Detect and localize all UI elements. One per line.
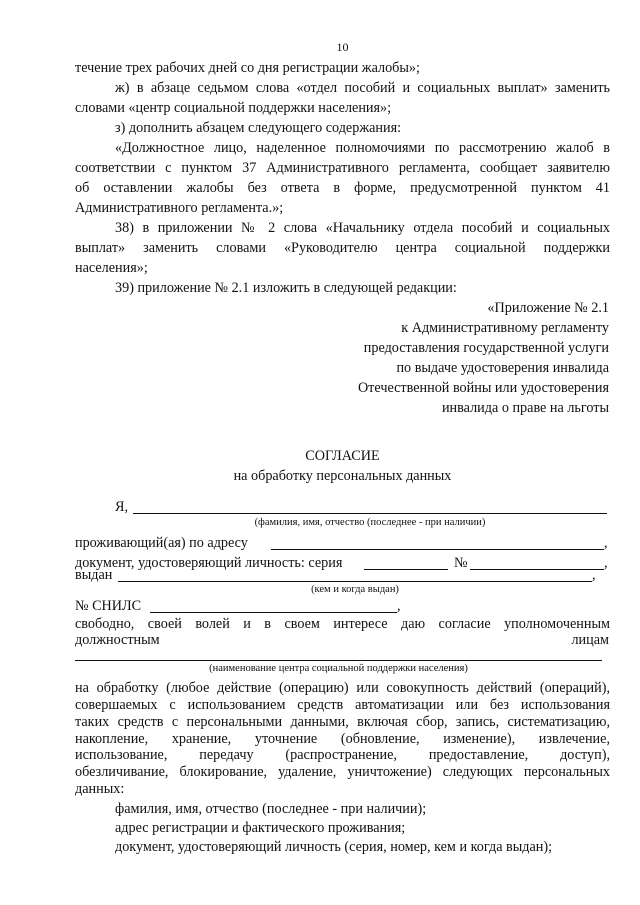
address-label: проживающий(ая) по адресу [75,535,248,551]
appendix-header-line: по выдаче удостоверения инвалида [396,360,609,376]
processing-line: данных: [75,781,125,797]
consent-line-left: должностным [75,632,160,648]
body-line: словами «центр социальной поддержки населения»; [75,100,392,116]
processing-line: таких средств с персональными данными, включая сбор, запись, систематизацию, [75,714,610,730]
processing-line: обезличивание, блокирование, удаление, уничтожение) следующих персональных [75,764,610,780]
appendix-header-line: к Административному регламенту [401,320,609,336]
body-line: выплат» заменить словами «Руководителю центра социальной поддержки [75,240,610,256]
body-line: 39) приложение № 2.1 изложить в следующей редакции: [115,280,457,296]
body-line: населения»; [75,260,148,276]
document-label: документ, удостоверяющий личность: серия [75,555,343,571]
i-label: Я, [115,499,129,515]
issued-field-line[interactable] [118,581,592,582]
body-line: 38) в приложении № 2 слова «Начальнику отдела пособий и социальных [115,220,610,236]
appendix-header-line: предоставления государственной услуги [363,340,609,356]
snils-label: № СНИЛС [75,598,142,614]
snils-field-line[interactable] [150,612,397,613]
appendix-header-line: инвалида о праве на льготы [441,400,609,416]
data-item: фамилия, имя, отчество (последнее - при наличии); [115,801,427,817]
body-line: об оставлении жалобы без ответа в форме, предусмотренной пунктом 41 [75,180,610,196]
body-line: ж) в абзаце седьмом слова «отдел пособий и социальных выплат» заменить [115,80,610,96]
number-field-line[interactable] [470,569,604,570]
processing-line: использование, передачу (распространение, предоставление, доступ), [75,747,610,763]
consent-line-right: лицам [571,632,609,648]
consent-subtitle: на обработку персональных данных [233,468,452,484]
center-caption: (наименование центра социальной поддержки населения) [209,663,468,674]
issued-label: выдан [75,567,113,583]
number-label: № [454,555,468,571]
data-item: адрес регистрации и фактического проживания; [115,820,406,836]
processing-line: на обработку (любое действие (операцию) или совокупность действий (операций), [75,680,610,696]
body-line: течение трех рабочих дней со дня регистрации жалобы»; [75,60,420,76]
processing-line: накопление, хранение, уточнение (обновление, изменение), извлечение, [75,731,610,747]
appendix-header-line: «Приложение № 2.1 [487,300,609,316]
address-field-line[interactable] [271,549,604,550]
comma: , [397,598,401,614]
center-name-field-line[interactable] [75,660,602,661]
fio-caption: (фамилия, имя, отчество (последнее - при наличии) [254,517,486,528]
consent-line: свободно, своей волей и в своем интересе даю согласие уполномоченным [75,616,610,632]
series-field-line[interactable] [364,569,448,570]
body-line: соответствии с пунктом 37 Административного регламента, сообщает заявителю [75,160,610,176]
processing-line: совершаемых с использованием средств автоматизации или без использования [75,697,610,713]
issued-caption: (кем и когда выдан) [311,584,399,595]
body-line: Административного регламента.»; [75,200,284,216]
body-line: «Должностное лицо, наделенное полномочиями по рассмотрению жалоб в [115,140,610,156]
fio-field-line[interactable] [133,513,607,514]
comma: , [604,535,608,551]
comma: , [592,567,596,583]
comma: , [604,555,608,571]
body-line: з) дополнить абзацем следующего содержания: [115,120,402,136]
data-item: документ, удостоверяющий личность (серия, номер, кем и когда выдан); [115,839,553,855]
appendix-header-line: Отечественной войны или удостоверения [357,380,609,396]
page-number: 10 [336,40,349,54]
consent-title: СОГЛАСИЕ [305,448,380,464]
